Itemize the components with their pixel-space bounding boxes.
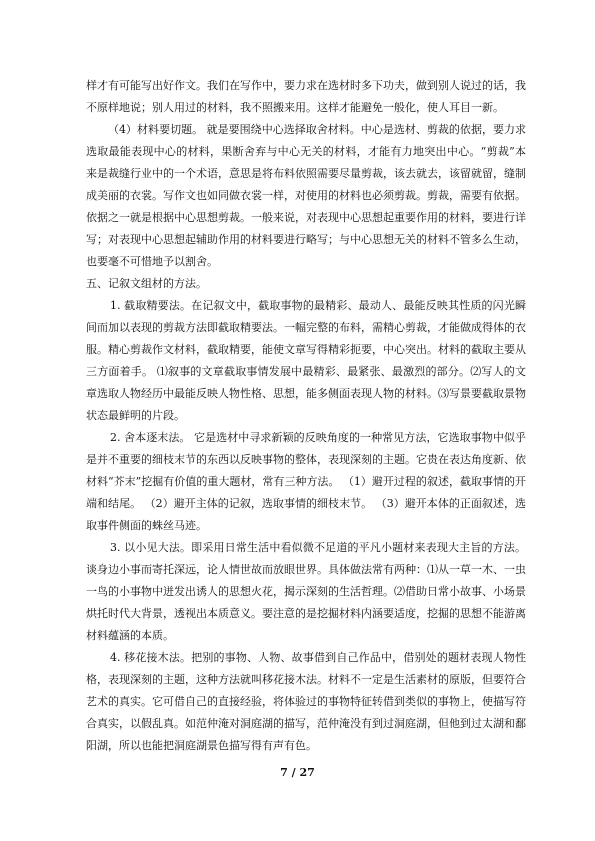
paragraph-method-4: 4. 移花接木法。把别的事物、人物、故事借到自己作品中，借别处的题材表现人物性格，表现深刻的主题，这种方法就叫移花接木法。材料不一定是生活素材的原版，但要符合艺术的真实。它可借自己的直接经验，将体验过的事物特征转借到类似的事物上，使描写符合真实，以假乱真。如范仲淹对洞庭湖的描写，范仲淹没有到过洞庭湖，但他到过太湖和鄱阳湖，所以也能把洞庭湖景色描写得有声有色。 (86, 651, 526, 752)
paragraph-continuation: 样才有可能写出好作文。我们在写作中，要力求在选材时多下功夫，做到别人说过的话，我不原样地说；别人用过的材料，我不照搬来用。这样才能避免一般化，使人耳目一新。 (86, 79, 526, 114)
page-content (86, 75, 526, 757)
paragraph-method-3: 3. 以小见大法。即采用日常生活中看似微不足道的平凡小题材来表现大主旨的方法。谈身边小事而寄托深远，论人情世故而放眼世界。具体做法常有两种：⑴从一草一木、一虫一鸟的小事物中迸发出诱人的思想火花，揭示深刻的生活哲理。⑵借助日常小故事、小场景烘托时代大背景，透视出本质意义。要注意的是挖掘材料内涵要适度，挖掘的思想不能游离材料蕴涵的本质。 (86, 541, 526, 642)
section-heading-five: 五、记叙文组材的方法。 (86, 277, 207, 290)
paragraph-method-2: 2. 舍本逐末法。 它是选材中寻求新颖的反映角度的一种常见方法，它选取事物中似乎是并不重要的细枝末节的东西以反映事物的整体，表现深刻的主题。它贵在表达角度新、依材料“芥末”挖掘有价值的重大题材，常有三种方法。 （1）避开过程的叙述，截取事情的开端和结尾。 （2）避开主体的记叙，选取事情的细枝末节。 （3）避开本体的正面叙述，选取事件侧面的蛛丝马迹。 (86, 431, 526, 532)
paragraph-material-relevance: （4）材料要切题。 就是要围绕中心选择取舍材料。中心是选材、剪裁的依据，要力求选取最能表现中心的材料，果断舍弃与中心无关的材料，才能有力地突出中心。“剪裁”本来是裁缝行业中的一个术语，意思是将布料依照需要尽量剪裁，该去就去，该留就留，缝制成美丽的衣裳。写作文也如同做衣裳一样，对使用的材料也必须剪裁。剪裁，需要有依据。依据之一就是根据中心思想剪裁。一般来说，对表现中心思想起重要作用的材料，要进行详写；对表现中心思想起辅助作用的材料要进行略写；与中心思想无关的材料不管多么生动，也要毫不可惜地予以割舍。 (86, 123, 526, 268)
page-number: 7 / 27 (280, 766, 315, 779)
paragraph-method-1: 1. 截取精要法。在记叙文中，截取事物的最精彩、最动人、最能反映其性质的闪光瞬间而加以表现的剪裁方法即截取精要法。一幅完整的布料，需精心剪裁，才能做成得体的衣服。精心剪裁作文材料，截取精要，能使文章写得精彩扼要，中心突出。材料的截取主要从三方面着手。 ⑴叙事的文章截取事情发展中最精彩、最紧张、最激烈的部分。⑵写人的文章选取人物经历中最能反映人物性格、思想，能多侧面表现人物的材料。⑶写景要截取景物状态最鲜明的片段。 (86, 299, 526, 422)
